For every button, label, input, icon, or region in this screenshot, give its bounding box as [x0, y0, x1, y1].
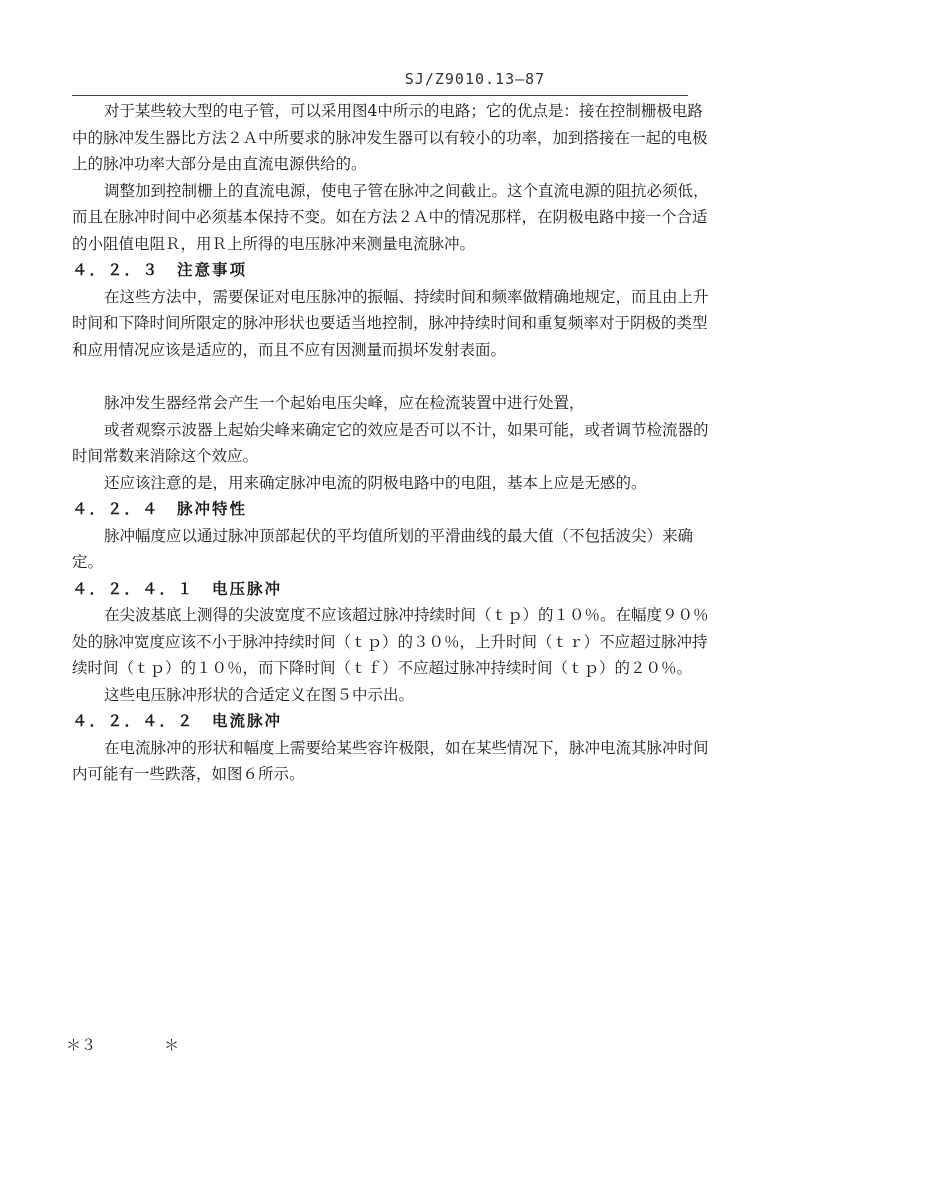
- header-rule: [72, 95, 688, 96]
- document-header: SJ/Z9010.13—87: [404, 70, 546, 88]
- document-body: [72, 98, 712, 788]
- section-heading: ４．２．３ 注意事项: [72, 260, 248, 279]
- paragraph: 脉冲幅度应以通过脉冲顶部起伏的平均值所划的平滑曲线的最大值（不包括波尖）来确定。: [72, 526, 694, 571]
- page-number-right: ＊: [164, 1036, 180, 1054]
- paragraph: 在尖波基底上测得的尖波宽度不应该超过脉冲持续时间（ｔｐ）的１０％。在幅度９０％处的脉冲宽度应该不小于脉冲持续时间（ｔｐ）的３０％，上升时间（ｔｒ）不应超过脉冲持续时间（ｔｐ）的１０％，而下降时间（ｔｆ）不应超过脉冲持续时间（ｔｐ）的２０％。: [72, 606, 709, 677]
- paragraph: 在这些方法中，需要保证对电压脉冲的振幅、持续时间和频率做精确地规定，而且由上升时间和下降时间所限定的脉冲形状也要适当地控制，脉冲持续时间和重复频率对于阴极的类型和应用情况应该是适应的，而且不应有因测量而损坏发射表面。: [72, 287, 709, 359]
- section-heading: ４．２．４．１ 电压脉冲: [72, 578, 283, 598]
- section-heading: ４．２．４．２ 电流脉冲: [72, 711, 283, 730]
- paragraph: 调整加到控制栅上的直流电源，使电子管在脉冲之间截止。这个直流电源的阻抗必须低，而且在脉冲时间中必须基本保持不变。如在方法２Ａ中的情况那样，在阴极电路中接一个合适的小阻值电阻Ｒ，用Ｒ上所得的电压脉冲来测量电流脉冲。: [72, 181, 709, 253]
- paragraph: 还应该注意的是，用来确定脉冲电流的阴极电路中的电阻，基本上应是无感的。: [104, 473, 647, 492]
- paragraph: 在电流脉冲的形状和幅度上需要给某些容许极限，如在某些情况下，脉冲电流其脉冲时间内可能有一些跌落，如图６所示。: [72, 738, 709, 783]
- paragraph: 这些电压脉冲形状的合适定义在图５中示出。: [104, 685, 415, 704]
- section-heading: ４．２．４ 脉冲特性: [72, 499, 248, 518]
- page-number: [66, 1034, 179, 1055]
- paragraph: 脉冲发生器经常会产生一个起始电压尖峰，应在检流装置中进行处置，: [104, 394, 585, 412]
- blank-gap: [72, 363, 712, 390]
- page-number-left: ＊３: [66, 1036, 97, 1054]
- paragraph: 对于某些较大型的电子管，可以采用图4中所示的电路；它的优点是：接在控制栅极电路中的脉冲发生器比方法２Ａ中所要求的脉冲发生器可以有较小的功率，加到搭接在一起的电极上的脉冲功率大部分是由直流电源供给的。: [72, 102, 708, 173]
- paragraph: 或者观察示波器上起始尖峰来确定它的效应是否可以不计，如果可能，或者调节检流器的时间常数来消除这个效应。: [72, 420, 709, 465]
